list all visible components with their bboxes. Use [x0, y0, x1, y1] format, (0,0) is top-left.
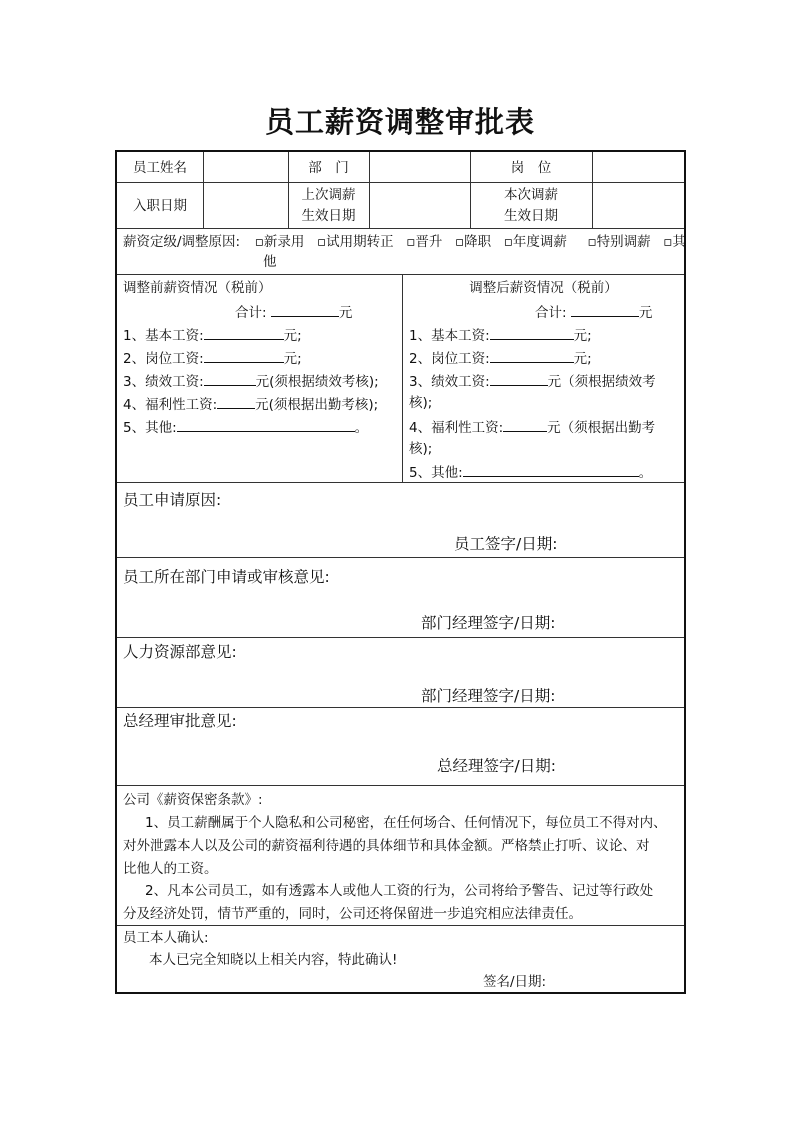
after-item-1: 1、基本工资: 元; [409, 324, 592, 346]
hr-opinion-field[interactable] [123, 662, 678, 682]
before-total-input[interactable] [271, 301, 339, 317]
option-other[interactable]: ▫其 [663, 234, 686, 250]
after-item-2: 2、岗位工资: 元; [409, 347, 592, 369]
checkbox-icon: ▫ [663, 234, 673, 250]
checkbox-icon: ▫ [587, 234, 597, 250]
last-adjust-label-line1: 上次调薪 [301, 187, 356, 203]
after-heading: 调整后薪资情况（税前） [469, 280, 618, 296]
adjust-reason-line1 [123, 232, 686, 252]
after-item-3: 3、绩效工资: 元（须根据绩效考 [409, 370, 656, 392]
hr-manager-sign-label: 部门经理签字/日期: [421, 687, 556, 705]
before-post-salary-input[interactable] [204, 347, 284, 363]
after-performance-input[interactable] [490, 370, 548, 386]
option-special-adjust[interactable]: ▫特别调薪 [587, 234, 651, 250]
confirm-text: 本人已完全知晓以上相关内容，特此确认! [149, 952, 398, 968]
last-adjust-date-field[interactable] [369, 192, 470, 222]
before-total: 合计: 元 [235, 301, 352, 323]
confirm-sign-label: 签名/日期: [483, 974, 547, 990]
checkbox-icon: ▫ [503, 234, 513, 250]
dept-opinion-label: 员工所在部门申请或审核意见: [123, 568, 330, 586]
before-item-1: 1、基本工资: 元; [123, 324, 302, 346]
employee-reason-field[interactable] [123, 510, 678, 530]
salary-adjustment-form [115, 150, 686, 994]
confirm-heading: 员工本人确认: [123, 930, 209, 946]
dept-manager-sign-label: 部门经理签字/日期: [421, 614, 556, 632]
hr-opinion-label: 人力资源部意见: [123, 643, 237, 661]
after-other-input[interactable] [463, 461, 639, 477]
position-label: 岗 位 [510, 160, 552, 176]
hire-date-field[interactable] [203, 192, 288, 222]
after-item-4-cont: 核); [409, 441, 433, 457]
option-annual-adjust[interactable]: ▫年度调薪 [503, 234, 567, 250]
position-field[interactable] [592, 157, 684, 177]
department-field[interactable] [369, 157, 470, 177]
form-title: 员工薪资调整审批表 [264, 105, 535, 139]
this-adjust-label-line1: 本次调薪 [504, 187, 558, 203]
before-welfare-input[interactable] [217, 393, 255, 409]
dept-opinion-field[interactable] [123, 588, 678, 608]
before-item-2: 2、岗位工资: 元; [123, 347, 302, 369]
row-divider [117, 228, 684, 229]
before-base-salary-input[interactable] [204, 324, 284, 340]
col-divider [402, 274, 403, 482]
after-base-salary-input[interactable] [490, 324, 574, 340]
before-heading: 调整前薪资情况（税前） [123, 280, 272, 296]
option-new-hire[interactable]: ▫新录用 [254, 234, 305, 250]
after-post-salary-input[interactable] [490, 347, 574, 363]
after-item-3-cont: 核); [409, 395, 433, 411]
adjust-reason-label: 薪资定级/调整原因: [123, 234, 241, 250]
clause-p1-line3: 比他人的工资。 [123, 861, 218, 877]
department-label: 部 门 [308, 160, 349, 176]
clause-p2-line1: 2、凡本公司员工，如有透露本人或他人工资的行为，公司将给予警告、记过等行政处 [145, 883, 654, 899]
row-divider [117, 785, 684, 786]
before-other-input[interactable] [177, 416, 355, 432]
after-item-4: 4、福利性工资: 元（须根据出勤考 [409, 416, 655, 438]
checkbox-icon: ▫ [406, 234, 416, 250]
option-other-wrap: 他 [263, 254, 277, 270]
option-probation-regular[interactable]: ▫试用期转正 [316, 234, 394, 250]
row-divider [117, 274, 684, 275]
after-welfare-input[interactable] [503, 416, 547, 432]
employee-name-label: 员工姓名 [133, 160, 187, 176]
this-adjust-label-line2: 生效日期 [504, 208, 558, 224]
after-total-input[interactable] [571, 301, 639, 317]
after-total: 合计: 元 [535, 301, 652, 323]
before-item-3: 3、绩效工资: 元(须根据绩效考核); [123, 370, 379, 392]
gm-sign-label: 总经理签字/日期: [437, 757, 556, 775]
checkbox-icon: ▫ [254, 234, 264, 250]
gm-opinion-label: 总经理审批意见: [123, 712, 237, 730]
before-performance-input[interactable] [204, 370, 256, 386]
clause-p2-line2: 分及经济处罚，情节严重的，同时，公司还将保留进一步追究相应法律责任。 [123, 906, 582, 922]
clause-heading: 公司《薪资保密条款》: [123, 792, 263, 808]
row-divider [117, 557, 684, 558]
after-item-5: 5、其他: 。 [409, 461, 652, 483]
option-demotion[interactable]: ▫降职 [454, 234, 492, 250]
gm-opinion-field[interactable] [123, 732, 678, 752]
clause-p1-line2: 对外泄露本人以及公司的薪资福利待遇的具体细节和具体金额。严格禁止打听、议论、对 [123, 838, 650, 854]
before-item-5: 5、其他: 。 [123, 416, 368, 438]
hire-date-label: 入职日期 [133, 198, 187, 214]
employee-reason-label: 员工申请原因: [123, 491, 222, 509]
checkbox-icon: ▫ [316, 234, 327, 250]
checkbox-icon: ▫ [454, 234, 465, 250]
row-divider [117, 925, 684, 926]
last-adjust-label-line2: 生效日期 [301, 208, 356, 224]
employee-sign-label: 员工签字/日期: [454, 535, 558, 553]
option-promotion[interactable]: ▫晋升 [406, 234, 443, 250]
this-adjust-date-field[interactable] [592, 192, 684, 222]
before-item-4: 4、福利性工资: 元(须根据出勤考核); [123, 393, 378, 415]
row-divider [117, 707, 684, 708]
row-divider [117, 637, 684, 638]
clause-p1-line1: 1、员工薪酬属于个人隐私和公司秘密，在任何场合、任何情况下，每位员工不得对内、 [145, 815, 667, 831]
employee-name-field[interactable] [203, 157, 288, 177]
